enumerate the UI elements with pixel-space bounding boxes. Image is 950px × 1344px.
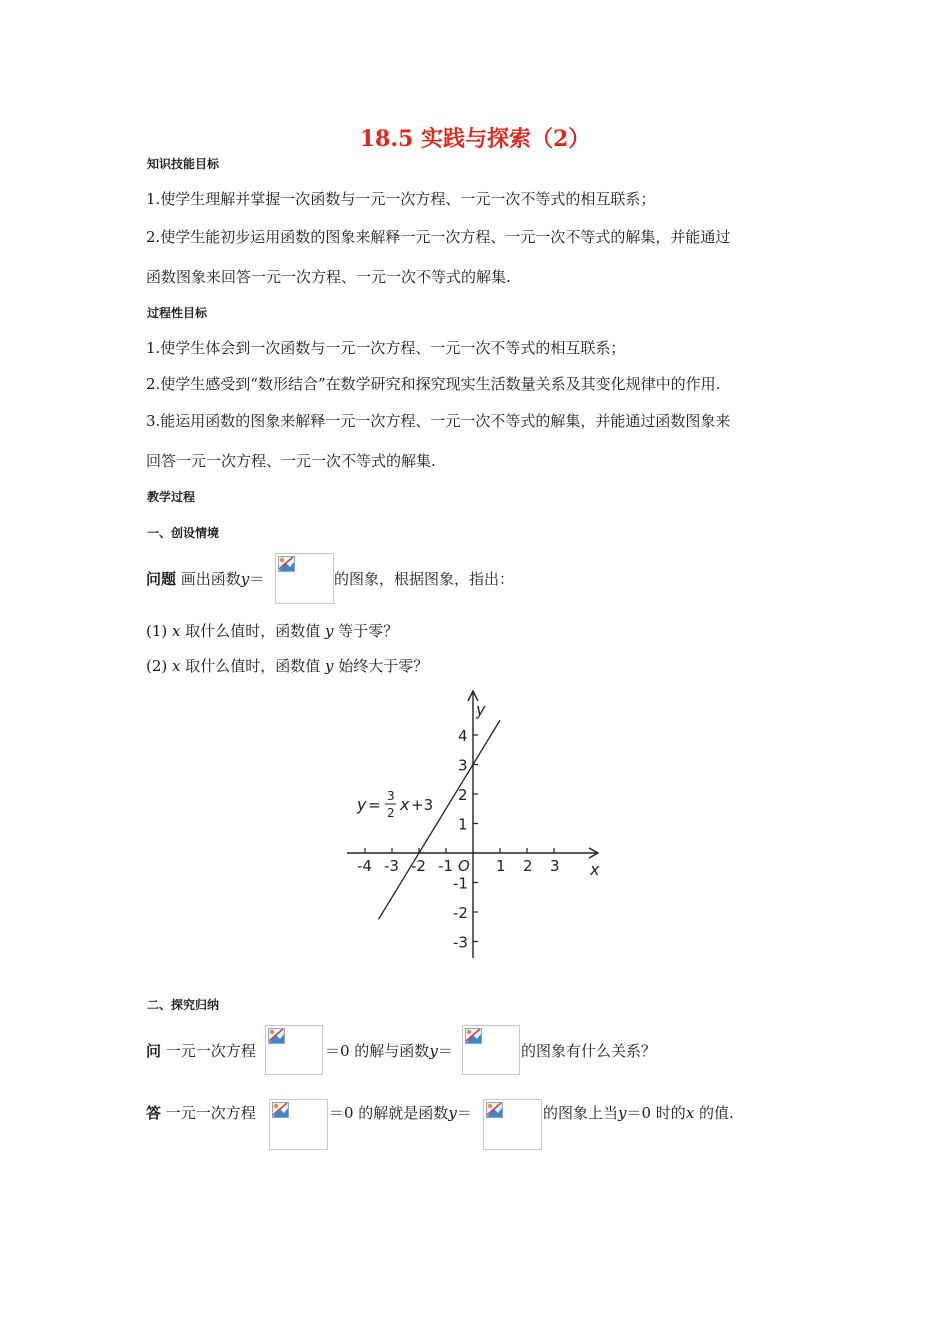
- question-2: [146, 655, 428, 676]
- q-label: 问: [146, 1042, 162, 1060]
- knowledge-item: 函数图象来回答一元一次方程、一元一次不等式的解集.: [146, 268, 511, 286]
- x-tick-label: -4: [357, 857, 372, 875]
- problem-tail: 的图象，根据图象，指出：: [334, 570, 515, 588]
- a-text2: ＝0 的解就是函数: [329, 1104, 449, 1122]
- a-label: 答: [146, 1104, 162, 1122]
- a-text5: 的值.: [694, 1104, 734, 1122]
- q2-mid: 取什么值时，函数值: [180, 657, 326, 675]
- var-y: y: [240, 570, 250, 588]
- x-tick-label: 1: [496, 857, 506, 875]
- broken-image-icon: [278, 556, 295, 572]
- y-tick-label: 4: [458, 727, 468, 745]
- a-y2: y: [618, 1104, 627, 1122]
- qa-answer-start: [146, 1102, 256, 1123]
- function-graph: [0, 680, 950, 1000]
- question-1: [146, 620, 398, 641]
- q-eq: ＝: [437, 1042, 453, 1060]
- q2-end: 始终大于零？: [333, 657, 429, 675]
- a-y: y: [448, 1104, 457, 1122]
- qa-answer-end: [543, 1102, 734, 1123]
- x-tick-label: 3: [550, 857, 560, 875]
- eq-denominator: 2: [387, 806, 395, 820]
- a-text4: ＝0 时的: [626, 1104, 686, 1122]
- y-tick-label: 1: [458, 815, 468, 834]
- q2-y: y: [325, 657, 334, 675]
- equals: ＝: [249, 570, 265, 588]
- problem-line: [146, 568, 264, 589]
- formula-image-placeholder: [275, 553, 334, 604]
- broken-image-icon: [465, 1028, 482, 1044]
- formula-image-placeholder: [269, 1099, 328, 1150]
- eq-tail: +3: [411, 796, 434, 814]
- qa-question-start: [146, 1040, 256, 1061]
- process-heading: 过程性目标: [147, 306, 208, 320]
- q1-y: y: [325, 622, 334, 640]
- x-tick-label: -3: [384, 857, 399, 875]
- knowledge-item: 1.使学生理解并掌握一次函数与一元一次方程、一元一次不等式的相互联系；: [146, 190, 656, 208]
- y-tick-label: -2: [453, 904, 468, 922]
- y-tick-label: -3: [453, 933, 468, 952]
- qa-answer-mid: [329, 1102, 472, 1123]
- broken-image-icon: [272, 1102, 289, 1118]
- formula-image-placeholder: [483, 1099, 542, 1150]
- knowledge-item: 2.使学生能初步运用函数的图象来解释一元一次方程、一元一次不等式的解集，并能通过: [146, 228, 731, 246]
- a-eq: ＝: [456, 1104, 472, 1122]
- eq-y: y: [357, 795, 367, 814]
- eq-numerator: 3: [387, 789, 395, 803]
- process-item: 2.使学生感受到“数形结合”在数学研究和探究现实生活数量关系及其变化规律中的作用.: [146, 375, 721, 393]
- q2-x: x: [172, 657, 181, 675]
- function-line: [379, 720, 501, 919]
- a-text3: 的图象上当: [543, 1104, 619, 1122]
- qa-question-mid: [325, 1040, 453, 1061]
- q1-x: x: [172, 622, 181, 640]
- formula-image-placeholder: [462, 1025, 520, 1075]
- knowledge-heading: 知识技能目标: [147, 157, 220, 171]
- q1-mid: 取什么值时，函数值: [180, 622, 326, 640]
- part1-heading: 一、创设情境: [147, 526, 220, 540]
- broken-image-icon: [268, 1028, 285, 1044]
- q2-prefix: (2): [146, 657, 173, 675]
- q-text2: ＝0 的解与函数: [325, 1042, 430, 1060]
- function-equation: [356, 789, 433, 820]
- formula-image-placeholder: [265, 1025, 323, 1075]
- process-item: 3.能运用函数的图象来解释一元一次方程、一元一次不等式的解集，并能通过函数图象来: [146, 412, 731, 430]
- q1-end: 等于零？: [333, 622, 399, 640]
- x-axis-label: x: [590, 860, 600, 879]
- broken-image-icon: [486, 1102, 503, 1118]
- x-tick-label: -2: [411, 857, 426, 875]
- process-item: 1.使学生体会到一次函数与一元一次方程、一元一次不等式的相互联系；: [146, 339, 626, 357]
- eq-equals: =: [368, 796, 381, 814]
- y-tick-label: 2: [458, 786, 468, 804]
- x-tick-label: -1: [438, 857, 453, 875]
- y-tick-label: 3: [458, 756, 468, 775]
- part2-heading: 二、探究归纳: [147, 998, 220, 1012]
- q-text3: 的图象有什么关系？: [521, 1042, 657, 1060]
- y-tick-label: -1: [453, 874, 468, 893]
- q-text1: 一元一次方程: [161, 1042, 256, 1060]
- page-title: 18.5 实践与探索（2）: [359, 126, 591, 152]
- problem-label: 问题: [146, 570, 177, 588]
- process-item: 回答一元一次方程、一元一次不等式的解集.: [146, 452, 436, 470]
- origin-label: O: [458, 857, 470, 875]
- a-text1: 一元一次方程: [161, 1104, 256, 1122]
- q-y: y: [429, 1042, 438, 1060]
- problem-text: 画出函数: [176, 570, 241, 588]
- a-x: x: [685, 1104, 695, 1122]
- eq-x: x: [400, 795, 410, 814]
- q1-prefix: (1): [146, 622, 173, 640]
- x-tick-label: 2: [523, 857, 533, 875]
- teaching-heading: 教学过程: [147, 490, 196, 504]
- y-axis-label: y: [476, 700, 486, 719]
